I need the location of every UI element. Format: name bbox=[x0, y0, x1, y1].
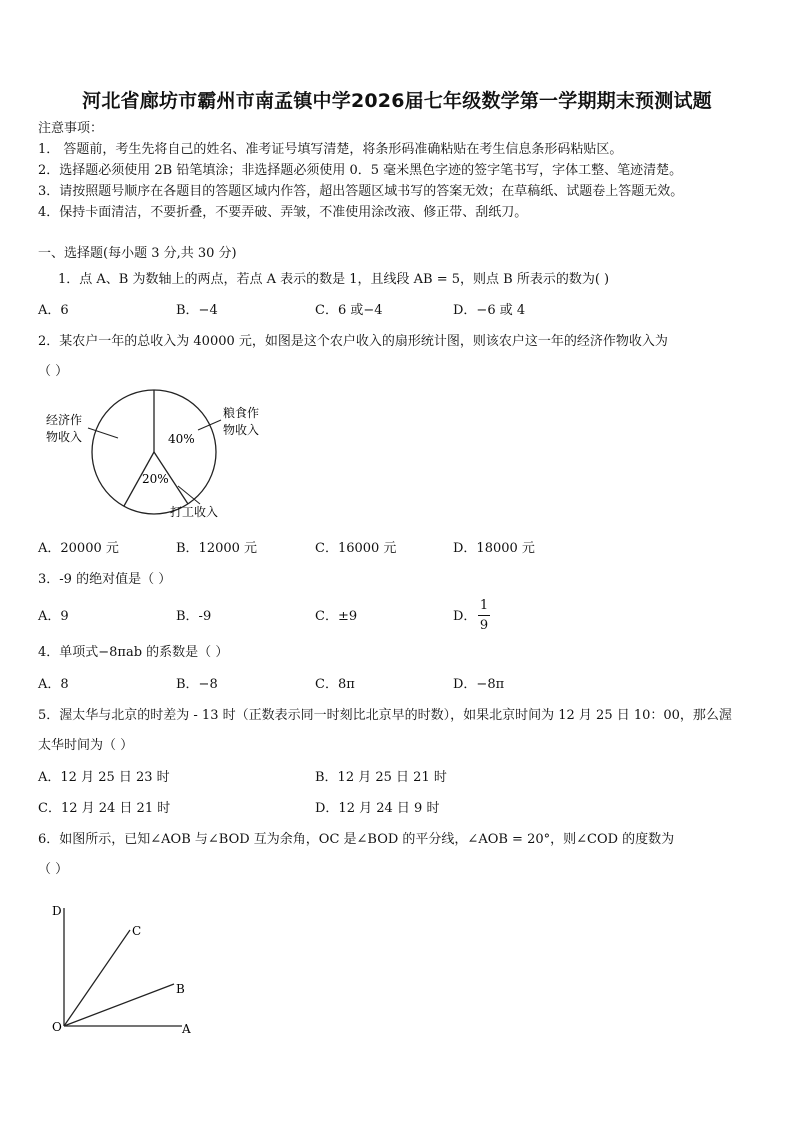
q5-stem-line1: 5．渥太华与北京的时差为 - 13 时（正数表示同一时刻比北京早的时数），如果北京时间为 12 月 25 日 10：00，那么渥 bbox=[38, 708, 732, 723]
leader-left bbox=[88, 428, 118, 438]
q1-stem: 1．点 A、B 为数轴上的两点，若点 A 表示的数是 1，且线段 AB = 5，则点 B 所表示的数为( ) bbox=[58, 272, 610, 287]
q5-option-d: D．12 月 24 日 9 时 bbox=[315, 801, 440, 816]
ray-ob bbox=[64, 984, 174, 1026]
q6-paren: （ ） bbox=[38, 862, 69, 877]
pie-chart-figure bbox=[38, 388, 278, 523]
q4-option-c: C．8π bbox=[315, 677, 355, 692]
q1-option-c: C．6 或−4 bbox=[315, 303, 383, 318]
q1-option-d: D．−6 或 4 bbox=[453, 303, 526, 318]
q3-option-b: B．-9 bbox=[176, 609, 212, 624]
q2-option-b: B．12000 元 bbox=[176, 541, 258, 556]
q3-option-d: D． bbox=[453, 609, 477, 624]
label-grain-2: 物收入 bbox=[223, 423, 260, 437]
q4-option-a: A．8 bbox=[38, 677, 69, 692]
q3-option-c: C．±9 bbox=[315, 609, 358, 624]
point-d-label: D bbox=[52, 904, 62, 918]
ray-oc bbox=[64, 930, 130, 1026]
q5-stem-line2: 太华时间为（ ） bbox=[38, 738, 134, 753]
q2-paren: （ ） bbox=[38, 364, 69, 379]
frac-denominator: 9 bbox=[479, 618, 489, 633]
notice-item-4: 4．保持卡面清洁，不要折叠，不要弄破、弄皱，不准使用涂改液、修正带、刮纸刀。 bbox=[38, 205, 528, 220]
notice-item-3: 3．请按照题号顺序在各题目的答题区域内作答，超出答题区域书写的答案无效；在草稿纸、试题卷上答题无效。 bbox=[38, 184, 684, 199]
angle-figure bbox=[44, 900, 204, 1038]
q1-option-a: A．6 bbox=[38, 303, 69, 318]
label-work: 打工收入 bbox=[170, 505, 219, 519]
leader-bottom bbox=[178, 486, 200, 504]
frac-bar bbox=[478, 615, 490, 616]
q5-option-b: B．12 月 25 日 21 时 bbox=[315, 770, 447, 785]
point-a-label: A bbox=[182, 1022, 191, 1036]
q1-option-b: B．−4 bbox=[176, 303, 218, 318]
q3-option-a: A．9 bbox=[38, 609, 69, 624]
q2-option-d: D．18000 元 bbox=[453, 541, 535, 556]
label-economic-2: 物收入 bbox=[46, 430, 83, 444]
q6-stem: 6．如图所示，已知∠AOB 与∠BOD 互为余角，OC 是∠BOD 的平分线，∠AOB = 20°，则∠COD 的度数为 bbox=[38, 832, 675, 847]
q5-option-a: A．12 月 25 日 23 时 bbox=[38, 770, 170, 785]
page-title: 河北省廊坊市霸州市南孟镇中学2026届七年级数学第一学期期末预测试题 bbox=[82, 90, 712, 112]
q2-option-a: A．20000 元 bbox=[38, 541, 119, 556]
frac-numerator: 1 bbox=[479, 598, 489, 613]
q4-option-d: D．−8π bbox=[453, 677, 505, 692]
point-c-label: C bbox=[132, 924, 142, 938]
q2-stem: 2．某农户一年的总收入为 40000 元，如图是这个农户收入的扇形统计图，则该农户这一年的经济作物收入为 bbox=[38, 334, 668, 349]
notice-heading: 注意事项： bbox=[38, 121, 104, 136]
q3-stem: 3．-9 的绝对值是（ ） bbox=[38, 572, 172, 587]
q2-option-c: C．16000 元 bbox=[315, 541, 397, 556]
pct-grain: 40% bbox=[168, 432, 195, 446]
q4-option-b: B．−8 bbox=[176, 677, 218, 692]
pct-work: 20% bbox=[142, 472, 169, 486]
q5-option-c: C．12 月 24 日 21 时 bbox=[38, 801, 171, 816]
notice-item-2: 2．选择题必须使用 2B 铅笔填涂；非选择题必须使用 0．5 毫米黑色字迹的签字笔书写，字体工整、笔迹清楚。 bbox=[38, 163, 683, 178]
point-b-label: B bbox=[176, 982, 185, 996]
q3-fraction bbox=[477, 598, 491, 633]
q4-stem: 4．单项式−8πab 的系数是（ ） bbox=[38, 645, 229, 660]
point-o-label: O bbox=[52, 1020, 62, 1034]
label-grain-1: 粮食作 bbox=[223, 406, 260, 420]
section-heading: 一、选择题(每小题 3 分,共 30 分) bbox=[38, 246, 237, 261]
notice-item-1: 1． 答题前，考生先将自己的姓名、准考证号填写清楚，将条形码准确粘贴在考生信息条形码粘贴区。 bbox=[38, 142, 623, 157]
label-economic-1: 经济作 bbox=[46, 413, 83, 427]
leader-right bbox=[198, 420, 221, 430]
